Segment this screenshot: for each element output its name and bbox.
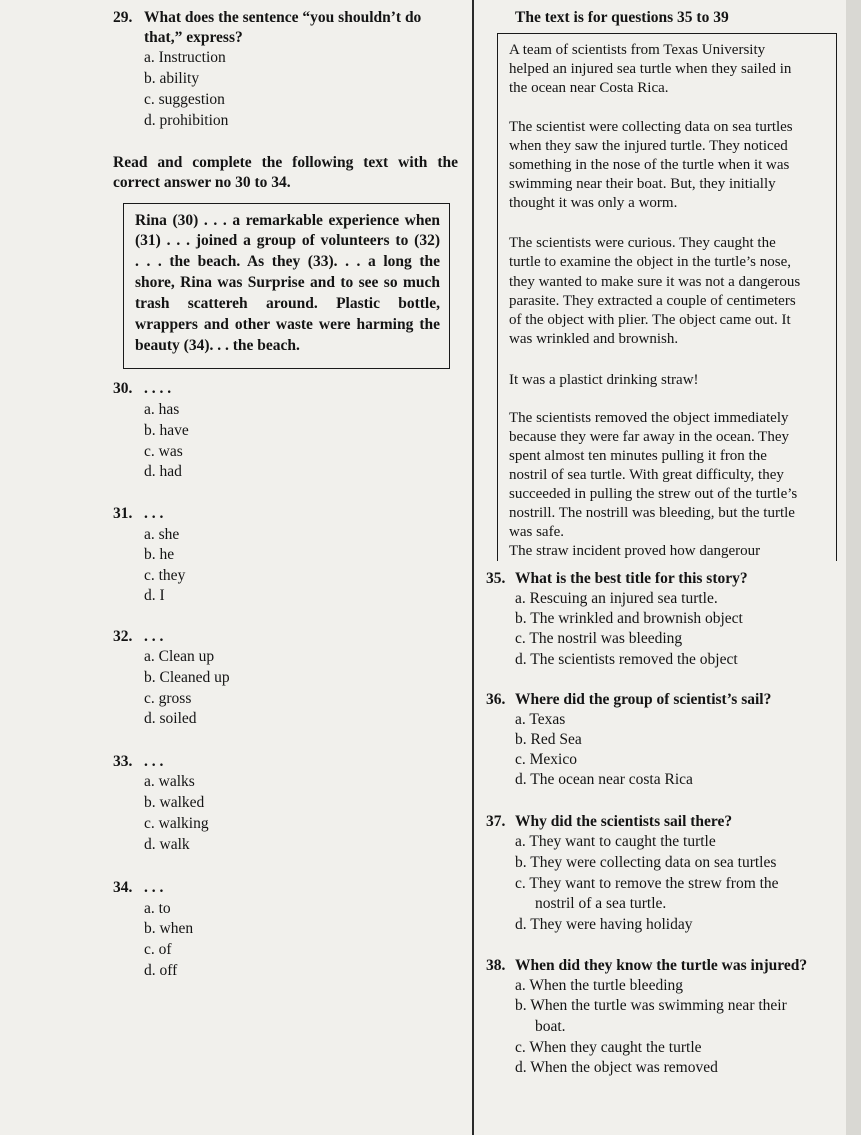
q31-number: 31. <box>113 505 133 522</box>
q33-option-b[interactable]: b. walked <box>144 794 205 811</box>
q34-option-d[interactable]: d. off <box>144 962 178 979</box>
q34-option-b[interactable]: b. when <box>144 920 194 937</box>
q38-number: 38. <box>486 957 506 974</box>
q38-option-b-cont: boat. <box>535 1018 566 1035</box>
cloze-line-3: . . . the beach. As they (33). . . a long the <box>135 253 440 270</box>
q38-option-c[interactable]: c. When they caught the turtle <box>515 1039 702 1056</box>
passage-p5-line2: because they were far away in the ocean. They <box>509 429 789 445</box>
passage-p2-line5: thought it was only a worm. <box>509 195 678 211</box>
q29-option-b[interactable]: b. ability <box>144 70 200 87</box>
q32-option-b[interactable]: b. Cleaned up <box>144 669 230 686</box>
q30-option-d[interactable]: d. had <box>144 463 182 480</box>
q37-option-d[interactable]: d. They were having holiday <box>515 916 693 933</box>
passage-p5-line4: nostril of sea turtle. With great difficulty, they <box>509 467 784 483</box>
q37-option-c[interactable]: c. They want to remove the strew from the <box>515 875 779 892</box>
cloze-line-6: wrappers and other waste were harming the <box>135 316 440 333</box>
q32-option-c[interactable]: c. gross <box>144 690 192 707</box>
q32-number: 32. <box>113 628 133 645</box>
q37-option-a[interactable]: a. They want to caught the turtle <box>515 833 716 850</box>
passage-p6-line1: The straw incident proved how dangerour <box>509 543 761 559</box>
q37-number: 37. <box>486 813 506 830</box>
instruction-line1: Read and complete the following text with the <box>113 154 458 171</box>
q35-option-d[interactable]: d. The scientists removed the object <box>515 651 738 668</box>
q38-option-a[interactable]: a. When the turtle bleeding <box>515 977 684 994</box>
cloze-line-5: trash scattereh around. Plastic bottle, <box>135 295 440 312</box>
q34-number: 34. <box>113 879 133 896</box>
passage-p3-line6: was wrinkled and brownish. <box>509 331 679 347</box>
q29-option-c[interactable]: c. suggestion <box>144 91 225 108</box>
q37-stem: Why did the scientists sail there? <box>515 813 733 830</box>
q29-stem-line2: that,” express? <box>144 29 243 46</box>
passage-p3-line4: parasite. They extracted a couple of centimeters <box>509 293 796 309</box>
passage-p3-line3: they wanted to make sure it was not a dangerous <box>509 274 801 290</box>
q31-option-a[interactable]: a. she <box>144 526 180 543</box>
q36-option-d[interactable]: d. The ocean near costa Rica <box>515 771 693 788</box>
q32-blank: . . . <box>144 628 164 645</box>
q30-option-c[interactable]: c. was <box>144 443 183 460</box>
passage-p2-line4: swimming near their boat. But, they initially <box>509 176 776 192</box>
q35-option-a[interactable]: a. Rescuing an injured sea turtle. <box>515 590 718 607</box>
q36-option-c[interactable]: c. Mexico <box>515 751 577 768</box>
q34-blank: . . . <box>144 879 164 896</box>
q33-option-c[interactable]: c. walking <box>144 815 209 832</box>
q31-blank: . . . <box>144 505 164 522</box>
q33-option-a[interactable]: a. walks <box>144 773 195 790</box>
cloze-line-7: beauty (34). . . the beach. <box>135 337 300 354</box>
passage-p1-line1: A team of scientists from Texas University <box>509 42 766 58</box>
q29-option-a[interactable]: a. Instruction <box>144 49 226 66</box>
q36-number: 36. <box>486 691 506 708</box>
passage-p1-line2: helped an injured sea turtle when they sailed in <box>509 61 792 77</box>
q36-stem: Where did the group of scientist’s sail? <box>515 691 772 708</box>
cloze-line-1: Rina (30) . . . a remarkable experience when <box>135 212 440 229</box>
passage-p2-line2: when they saw the injured turtle. They noticed <box>509 138 788 154</box>
q33-number: 33. <box>113 753 133 770</box>
q30-blank: . . . . <box>144 380 172 397</box>
instruction-line2: correct answer no 30 to 34. <box>113 174 291 191</box>
q38-option-d[interactable]: d. When the object was removed <box>515 1059 718 1076</box>
passage-p3-line5: of the object with plier. The object came out. It <box>509 312 791 328</box>
passage-p3-line1: The scientists were curious. They caught the <box>509 235 776 251</box>
cloze-line-4: shore, Rina was Surprise and to see so much <box>135 274 440 291</box>
q34-option-c[interactable]: c. of <box>144 941 172 958</box>
q31-option-d[interactable]: d. I <box>144 587 165 604</box>
q33-blank: . . . <box>144 753 164 770</box>
q35-stem: What is the best title for this story? <box>515 570 748 587</box>
q34-option-a[interactable]: a. to <box>144 900 171 917</box>
passage-p5-line7: was safe. <box>509 524 564 540</box>
passage-p3-line2: turtle to examine the object in the turtle’s nose, <box>509 254 792 270</box>
cloze-line-2: (31) . . . joined a group of volunteers to (32) <box>135 232 440 249</box>
q38-stem: When did they know the turtle was injured? <box>515 957 808 974</box>
q32-option-d[interactable]: d. soiled <box>144 710 197 727</box>
page-edge-shadow <box>846 0 861 1135</box>
passage-p5-line3: spent almost ten minutes pulling it fron the <box>509 448 767 464</box>
q29-option-d[interactable]: d. prohibition <box>144 112 229 129</box>
q37-option-c-cont: nostril of a sea turtle. <box>535 895 667 912</box>
passage-p4-line1: It was a plastict drinking straw! <box>509 372 699 388</box>
q29-number: 29. <box>113 9 133 26</box>
q35-option-c[interactable]: c. The nostril was bleeding <box>515 630 683 647</box>
passage-heading: The text is for questions 35 to 39 <box>515 9 729 26</box>
q35-number: 35. <box>486 570 506 587</box>
q30-option-b[interactable]: b. have <box>144 422 189 439</box>
q37-option-b[interactable]: b. They were collecting data on sea turtles <box>515 854 777 871</box>
q36-option-b[interactable]: b. Red Sea <box>515 731 582 748</box>
q30-number: 30. <box>113 380 133 397</box>
passage-p2-line3: something in the nose of the turtle when it was <box>509 157 790 173</box>
passage-p2-line1: The scientist were collecting data on sea turtles <box>509 119 793 135</box>
q33-option-d[interactable]: d. walk <box>144 836 190 853</box>
passage-p5-line5: succeeded in pulling the strew out of the turtle’s <box>509 486 798 502</box>
q31-option-c[interactable]: c. they <box>144 567 186 584</box>
passage-p1-line3: the ocean near Costa Rica. <box>509 80 669 96</box>
column-divider <box>472 0 474 1135</box>
q38-option-b[interactable]: b. When the turtle was swimming near their <box>515 997 787 1014</box>
q32-option-a[interactable]: a. Clean up <box>144 648 215 665</box>
q29-stem-line1: What does the sentence “you shouldn’t do <box>144 9 422 26</box>
passage-p5-line6: nostrill. The nostrill was bleeding, but the turtle <box>509 505 795 521</box>
q36-option-a[interactable]: a. Texas <box>515 711 566 728</box>
passage-p5-line1: The scientists removed the object immediately <box>509 410 789 426</box>
q30-option-a[interactable]: a. has <box>144 401 180 418</box>
q31-option-b[interactable]: b. he <box>144 546 175 563</box>
q35-option-b[interactable]: b. The wrinkled and brownish object <box>515 610 743 627</box>
